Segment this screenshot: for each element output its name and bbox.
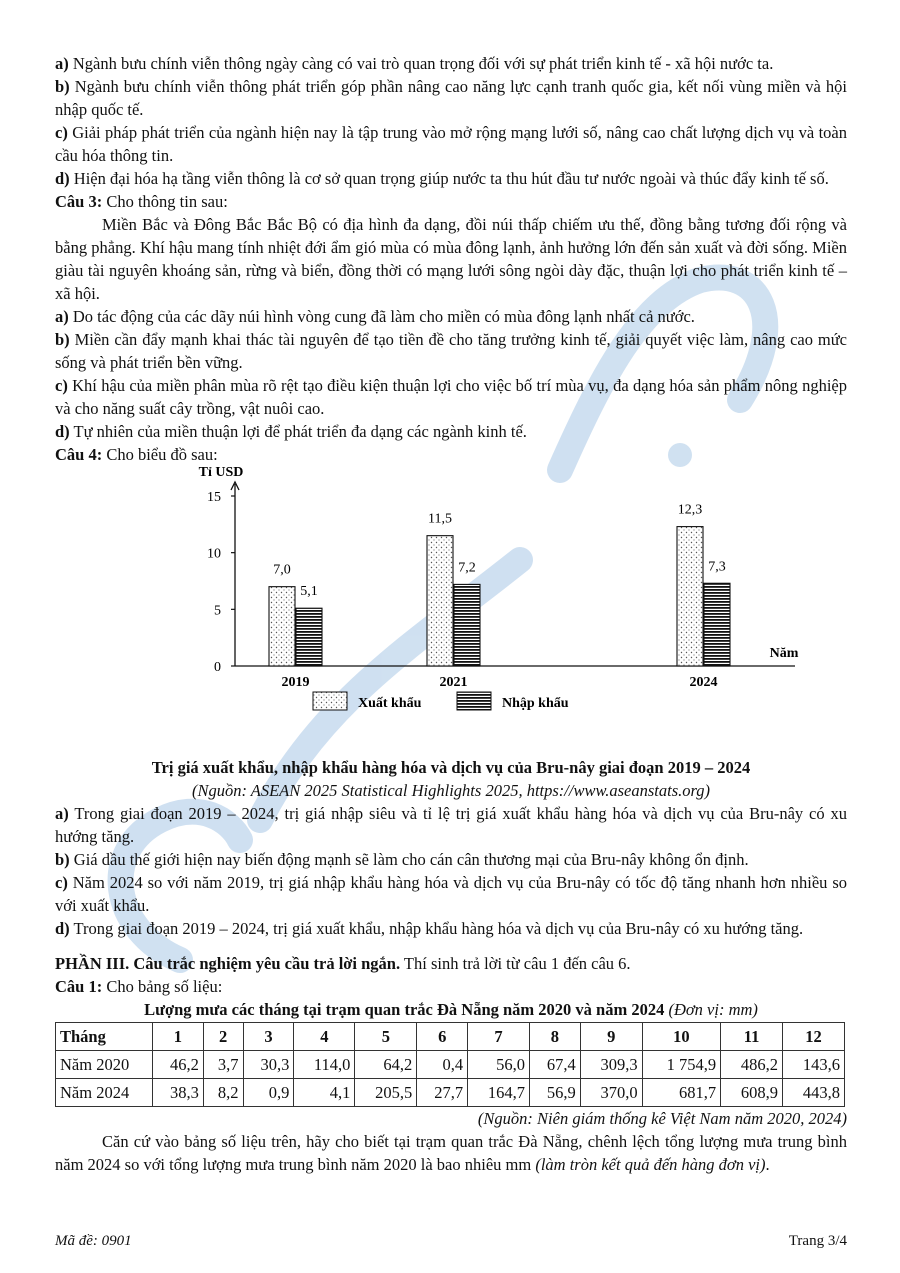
table-cell: 10 xyxy=(642,1023,720,1051)
import-bar xyxy=(704,583,730,666)
legend-import-swatch xyxy=(457,692,491,710)
table-header-row xyxy=(56,1023,845,1051)
table-cell: 46,2 xyxy=(153,1051,204,1079)
exam-code: Mã đề: 0901 xyxy=(55,1233,132,1249)
x-tick-label: 2024 xyxy=(689,675,718,690)
part3-q1-heading: Câu 1: Cho bảng số liệu: xyxy=(55,977,223,996)
table-row xyxy=(56,1051,845,1079)
y-axis-label: Tỉ USD xyxy=(198,466,244,480)
table-cell: 0,9 xyxy=(243,1079,294,1107)
q2-options xyxy=(55,52,847,190)
table-cell: 443,8 xyxy=(783,1079,845,1107)
import-value-label: 5,1 xyxy=(300,584,318,600)
chart-caption: Trị giá xuất khẩu, nhập khẩu hàng hóa và dịch vụ của Bru-nây giai đoạn 2019 – 2024 xyxy=(151,758,751,777)
row-label-cell: Tháng xyxy=(56,1023,153,1051)
bar-chart-svg xyxy=(55,466,847,756)
table-title: Lượng mưa các tháng tại trạm quan trắc Đà Nẵng năm 2020 và năm 2024 (Đơn vị: mm) xyxy=(144,1000,758,1019)
q2-option-d: d) Hiện đại hóa hạ tầng viễn thông là cơ sở quan trọng giúp nước ta thu hút đầu tư nước ngoài và thúc đẩy kinh tế số. xyxy=(55,169,829,188)
q2-option-a: a) Ngành bưu chính viễn thông ngày càng có vai trò quan trọng đối với sự phát triển kinh tế - xã hội nước ta. xyxy=(55,54,774,73)
bar-chart xyxy=(55,466,847,756)
table-cell: 0,4 xyxy=(417,1051,468,1079)
y-tick-label: 10 xyxy=(207,546,221,562)
rainfall-table xyxy=(55,1022,845,1107)
table-cell: 370,0 xyxy=(580,1079,642,1107)
q3-option-b: b) Miền cần đẩy mạnh khai thác tài nguyên để tạo tiền đề cho tăng trưởng kinh tế, giải quyết việc làm, nâng cao mức sống và phát triển bền vững. xyxy=(55,330,847,372)
y-tick-label: 0 xyxy=(214,660,221,675)
q4-option-d: d) Trong giai đoạn 2019 – 2024, trị giá xuất khẩu, nhập khẩu hàng hóa và dịch vụ của Bru-nây có xu hướng tăng. xyxy=(55,919,804,938)
table-cell: 38,3 xyxy=(153,1079,204,1107)
import-value-label: 7,3 xyxy=(708,559,726,575)
table-cell: 5 xyxy=(355,1023,417,1051)
table-row xyxy=(56,1079,845,1107)
table-cell: 164,7 xyxy=(468,1079,530,1107)
row-label-cell: Năm 2020 xyxy=(56,1051,153,1079)
table-cell: 486,2 xyxy=(721,1051,783,1079)
table-cell: 30,3 xyxy=(243,1051,294,1079)
q3-passage: Miền Bắc và Đông Bắc Bắc Bộ có địa hình đa dạng, đồi núi thấp chiếm ưu thế, đồng bằng tương đối rộng và bằng phẳng. Khí hậu mang tính nhiệt đới ẩm gió mùa có mùa đông lạnh, ảnh hưởng lớn đến sản xuất và đời sống. Miền giàu tài nguyên khoáng sản, rừng và biển, đồng thời có mạng lưới sông ngòi dày đặc, thuận lợi cho phát triển kinh tế – xã hội. xyxy=(55,215,847,303)
table-cell: 608,9 xyxy=(721,1079,783,1107)
exam-page xyxy=(55,52,847,1176)
table-cell: 7 xyxy=(468,1023,530,1051)
export-bar xyxy=(269,587,295,666)
table-cell: 56,0 xyxy=(468,1051,530,1079)
table-cell: 143,6 xyxy=(783,1051,845,1079)
y-tick-label: 5 xyxy=(214,603,221,619)
q3-option-a: a) Do tác động của các dãy núi hình vòng cung đã làm cho miền có mùa đông lạnh nhất cả nước. xyxy=(55,307,695,326)
table-cell: 205,5 xyxy=(355,1079,417,1107)
table-cell: 11 xyxy=(721,1023,783,1051)
table-cell: 9 xyxy=(580,1023,642,1051)
table-cell: 681,7 xyxy=(642,1079,720,1107)
table-cell: 4,1 xyxy=(294,1079,355,1107)
chart-source: (Nguồn: ASEAN 2025 Statistical Highlights 2025, https://www.aseanstats.org) xyxy=(191,781,711,800)
table-cell: 1 xyxy=(153,1023,204,1051)
table-cell: 309,3 xyxy=(580,1051,642,1079)
legend-export-label: Xuất khẩu xyxy=(358,696,422,711)
table-cell: 64,2 xyxy=(355,1051,417,1079)
q4-option-b: b) Giá dầu thế giới hiện nay biến động mạnh sẽ làm cho cán cân thương mại của Bru-nây không ổn định. xyxy=(55,850,749,869)
row-label-cell: Năm 2024 xyxy=(56,1079,153,1107)
table-cell: 2 xyxy=(203,1023,243,1051)
table-cell: 1 754,9 xyxy=(642,1051,720,1079)
export-value-label: 12,3 xyxy=(677,502,703,518)
table-cell: 3 xyxy=(243,1023,294,1051)
table-cell: 8 xyxy=(529,1023,580,1051)
table-cell: 56,9 xyxy=(529,1079,580,1107)
import-value-label: 7,2 xyxy=(458,560,476,576)
table-cell: 12 xyxy=(783,1023,845,1051)
export-value-label: 11,5 xyxy=(428,511,452,527)
q3-heading: Câu 3: Cho thông tin sau: xyxy=(55,192,228,211)
table-cell: 3,7 xyxy=(203,1051,243,1079)
x-axis-label: Năm xyxy=(769,646,799,661)
import-bar xyxy=(454,584,480,666)
q4-option-c: c) Năm 2024 so với năm 2019, trị giá nhập khẩu hàng hóa và dịch vụ của Bru-nây có tốc độ tăng nhanh hơn nhiều so với xuất khẩu. xyxy=(55,873,847,915)
table-cell: 67,4 xyxy=(529,1051,580,1079)
table-cell: 27,7 xyxy=(417,1079,468,1107)
legend-import-label: Nhập khẩu xyxy=(502,696,569,711)
q4-option-a: a) Trong giai đoạn 2019 – 2024, trị giá nhập siêu và tỉ lệ trị giá xuất khẩu hàng hóa và dịch vụ của Bru-nây có xu hướng tăng. xyxy=(55,804,847,846)
q3-option-d: d) Tự nhiên của miền thuận lợi để phát triển đa dạng các ngành kinh tế. xyxy=(55,422,527,441)
page-number: Trang 3/4 xyxy=(788,1233,847,1249)
x-tick-label: 2021 xyxy=(439,675,468,690)
table-source: (Nguồn: Niên giám thống kê Việt Nam năm 2020, 2024) xyxy=(477,1109,847,1128)
q3-option-c: c) Khí hậu của miền phân mùa rõ rệt tạo điều kiện thuận lợi cho việc bố trí mùa vụ, đa dạng hóa sản phẩm nông nghiệp và cho năng suất cây trồng, vật nuôi cao. xyxy=(55,376,847,418)
table-cell: 8,2 xyxy=(203,1079,243,1107)
export-bar xyxy=(427,536,453,666)
y-tick-label: 15 xyxy=(207,490,221,505)
part3-q1-question: Căn cứ vào bảng số liệu trên, hãy cho biết tại trạm quan trắc Đà Nẵng, chênh lệch tổng lượng mưa trung bình năm 2024 so với tổng lượng mưa trung bình năm 2020 là bao nhiêu mm (làm tròn kết quả đến hàng đơn vị). xyxy=(55,1132,847,1174)
q2-option-c: c) Giải pháp phát triển của ngành hiện nay là tập trung vào mở rộng mạng lưới số, nâng cao chất lượng dịch vụ và toàn cầu hóa thông tin. xyxy=(55,123,847,165)
legend-export-swatch xyxy=(313,692,347,710)
table-cell: 114,0 xyxy=(294,1051,355,1079)
q4-heading: Câu 4: Cho biểu đồ sau: xyxy=(55,445,218,464)
q2-option-b: b) Ngành bưu chính viễn thông phát triển góp phần nâng cao năng lực cạnh tranh quốc gia, kết nối vùng miền và hội nhập quốc tế. xyxy=(55,77,847,119)
export-bar xyxy=(677,527,703,666)
x-tick-label: 2019 xyxy=(281,675,310,690)
table-cell: 4 xyxy=(294,1023,355,1051)
export-value-label: 7,0 xyxy=(273,562,291,578)
part3-heading: PHẦN III. Câu trắc nghiệm yêu cầu trả lời ngắn. Thí sinh trả lời từ câu 1 đến câu 6. xyxy=(55,954,631,973)
import-bar xyxy=(296,608,322,666)
table-cell: 6 xyxy=(417,1023,468,1051)
